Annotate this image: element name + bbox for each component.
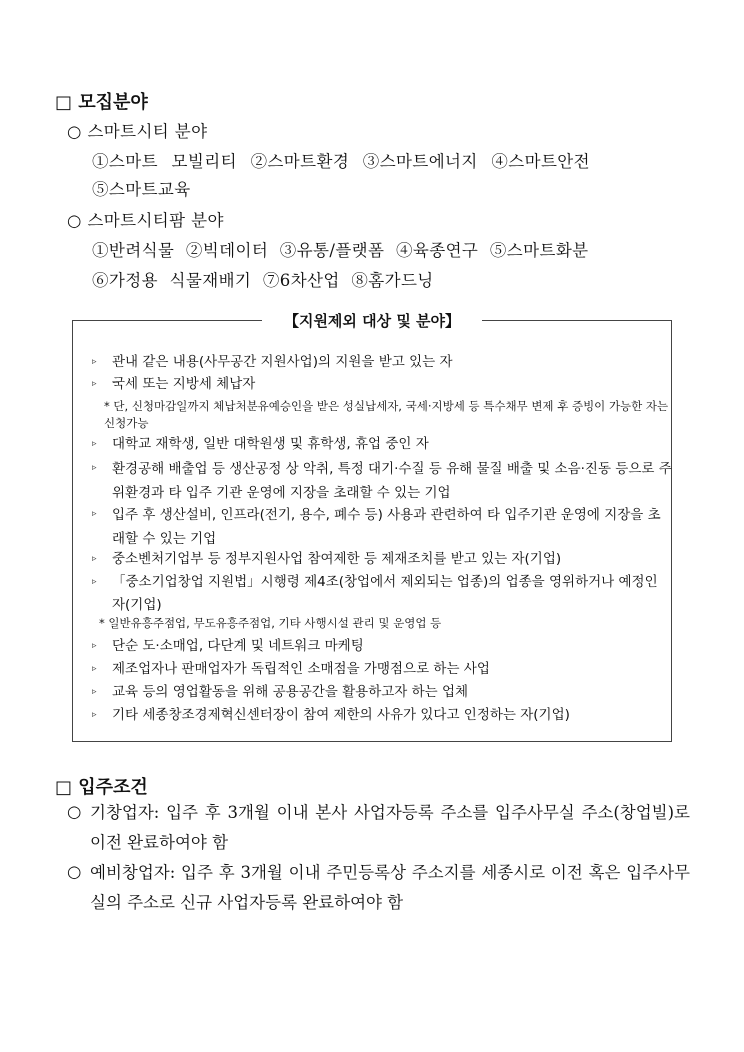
- exclusion-note-industries: * 일반유흥주점업, 무도유흥주점업, 기타 사행시설 관리 및 운영업 등: [99, 616, 442, 630]
- exclusion-note-tax: * 단, 신청마감일까지 체납처분유예승인을 받은 성실납세자, 국세·지방세 등 특수채무 변제 후 증빙이 가능한 자는 신청가능: [104, 399, 669, 430]
- exclusion-item: ▹ 국세 또는 지방세 체납자: [92, 373, 672, 395]
- group-items-smart-city-farm-line2: ⑥가정용 식물재배기 ⑦6차산업 ⑧홈가드닝: [92, 271, 434, 290]
- bullet-marker-icon: ▹: [92, 641, 97, 651]
- group-items-smart-city-farm-line1: ①반려식물 ②빅데이터 ③유통/플랫폼 ④육종연구 ⑤스마트화분: [92, 241, 589, 260]
- exclusion-item: ▹ 교육 등의 영업활동을 위해 공용공간을 활용하고자 하는 업체: [92, 681, 672, 703]
- exclusion-item: ▹ 제조업자나 판매업자가 독립적인 소매점을 가맹점으로 하는 사업: [92, 658, 672, 680]
- exclusion-item: ▹ 「중소기업창업 지원법」시행령 제4조(창업에서 제외되는 업종)의 업종을 영위하거나 예정인 자(기업): [92, 571, 672, 617]
- bullet-marker-icon: ▹: [92, 439, 97, 449]
- condition-marker-icon: ○: [67, 802, 82, 821]
- bullet-marker-icon: ▹: [92, 577, 97, 587]
- exclusion-item: ▹ 단순 도·소매업, 다단계 및 네트워크 마케팅: [92, 635, 672, 657]
- bullet-marker-icon: ▹: [92, 379, 97, 389]
- exclusion-item: ▹ 기타 세종창조경제혁신센터장이 참여 제한의 사유가 있다고 인정하는 자(기업): [92, 704, 672, 726]
- group-label-smart-city: ○ 스마트시티 분야: [67, 122, 208, 141]
- bullet-marker-icon: ▹: [92, 357, 97, 367]
- section-title-recruitment: □ 모집분야: [55, 92, 148, 113]
- exclusion-item: ▹ 중소벤처기업부 등 정부지원사업 참여제한 등 제재조치를 받고 있는 자(기업): [92, 548, 672, 570]
- group-items-smart-city-line1: ①스마트 모빌리티 ②스마트환경 ③스마트에너지 ④스마트안전: [92, 152, 590, 171]
- section-title-move-in-conditions: □ 입주조건: [55, 777, 148, 798]
- condition-item-existing-startup: 기창업자: 입주 후 3개월 이내 본사 사업자등록 주소를 입주사무실 주소(창업빌)로 이전 완료하여야 함: [90, 803, 690, 852]
- bullet-marker-icon: ▹: [92, 509, 97, 519]
- exclusion-item: ▹ 환경공해 배출업 등 생산공정 상 악취, 특정 대기·수질 등 유해 물질 배출 및 소음·진동 등으로 주위환경과 타 입주 기관 운영에 지장을 초래할 수 있는 기업: [92, 457, 672, 505]
- condition-marker-icon: ○: [67, 862, 82, 881]
- exclusion-box-title: 【지원제외 대상 및 분야】: [262, 308, 482, 334]
- group-label-smart-city-farm: ○ 스마트시티팜 분야: [67, 211, 224, 230]
- exclusion-item: ▹ 관내 같은 내용(사무공간 지원사업)의 지원을 받고 있는 자: [92, 351, 672, 373]
- exclusion-item: ▹ 입주 후 생산설비, 인프라(전기, 용수, 폐수 등) 사용과 관련하여 타 입주기관 운영에 지장을 초래할 수 있는 기업: [92, 503, 672, 551]
- bullet-marker-icon: ▹: [92, 664, 97, 674]
- bullet-marker-icon: ▹: [92, 687, 97, 697]
- bullet-marker-icon: ▹: [92, 710, 97, 720]
- condition-item-pre-startup: 예비창업자: 입주 후 3개월 이내 주민등록상 주소지를 세종시로 이전 혹은 입주사무실의 주소로 신규 사업자등록 완료하여야 함: [90, 863, 690, 912]
- bullet-marker-icon: ▹: [92, 463, 97, 473]
- exclusion-item: ▹ 대학교 재학생, 일반 대학원생 및 휴학생, 휴업 중인 자: [92, 433, 672, 455]
- bullet-marker-icon: ▹: [92, 554, 97, 564]
- group-items-smart-city-line2: ⑤스마트교육: [92, 180, 191, 199]
